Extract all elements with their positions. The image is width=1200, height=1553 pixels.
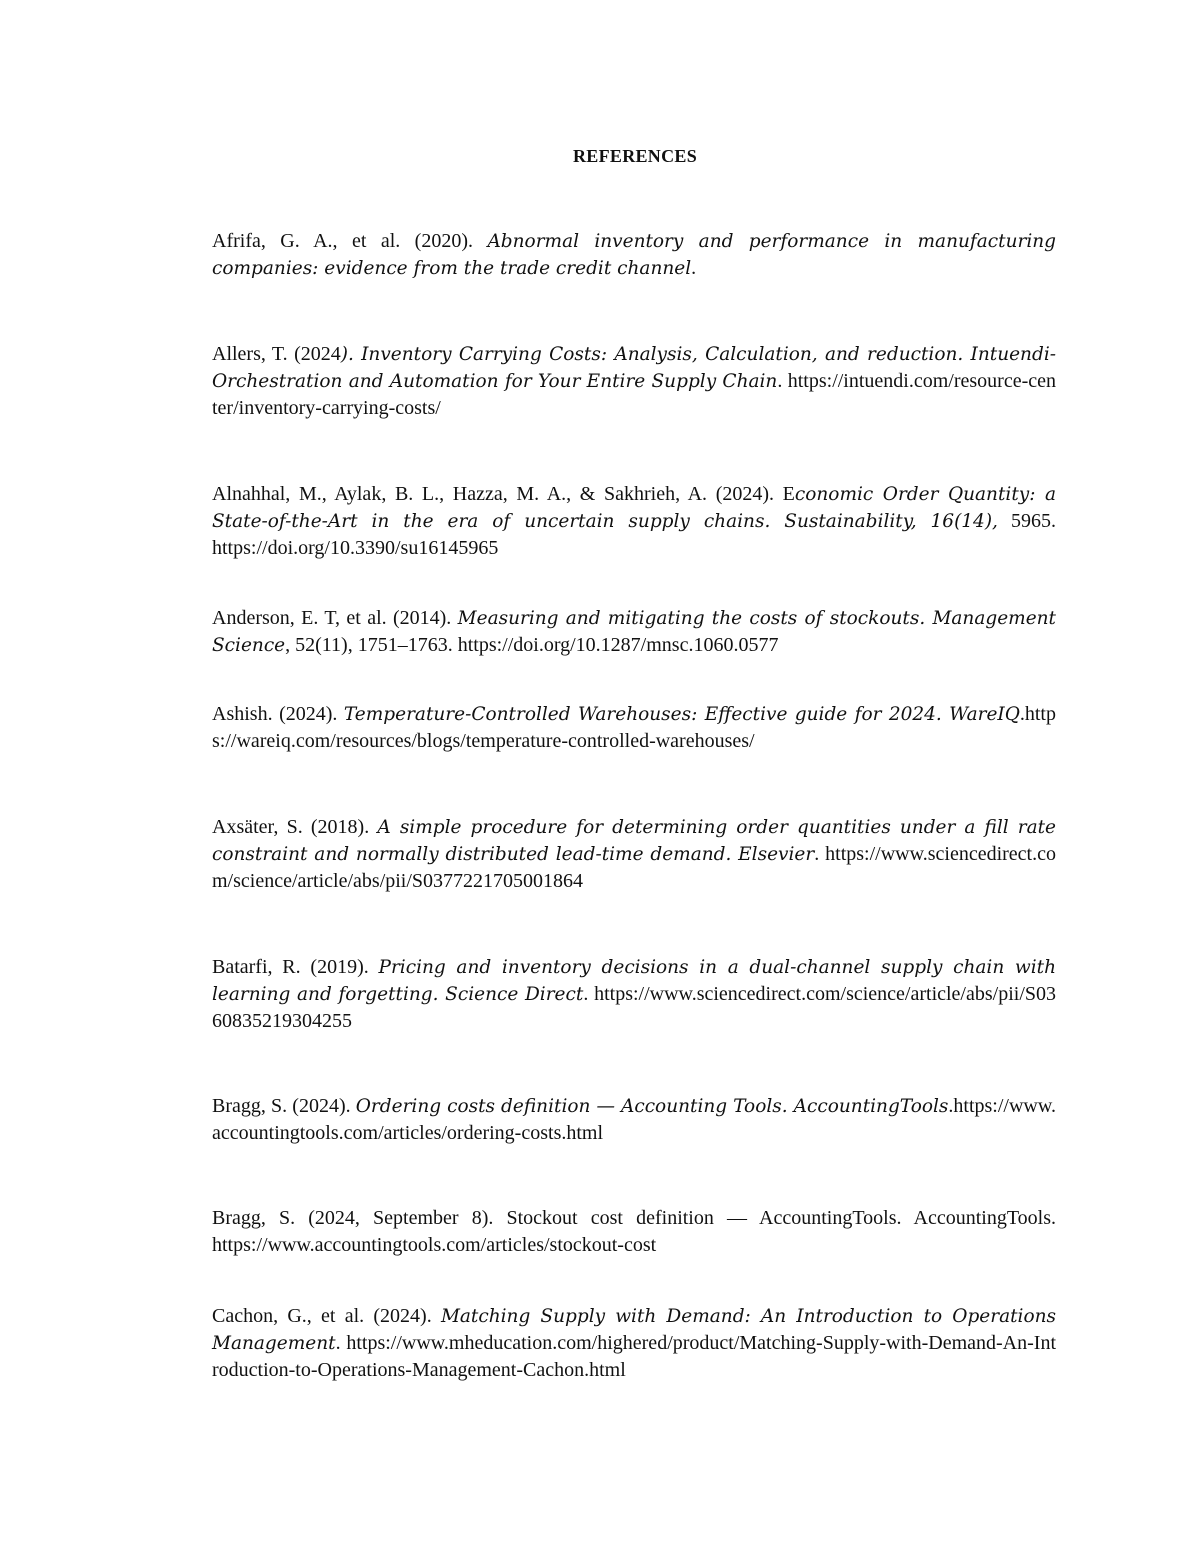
reference-title: Matching Supply with Demand: An Introduction to Operations Management xyxy=(212,1306,1057,1354)
reference-entry xyxy=(212,481,1056,562)
reference-title: Temperature-Controlled Warehouses: Effective guide for 2024. WareIQ xyxy=(343,704,1020,725)
reference-tail[interactable]: 5965. https://doi.org/10.3390/su16145965 xyxy=(212,510,1057,559)
reference-lead: Afrifa, G. A., et al. (2020). xyxy=(212,230,488,252)
reference-tail[interactable]: . https://www.sciencedirect.com/science/article/abs/pii/S0377221705001864 xyxy=(212,843,1056,892)
reference-tail[interactable]: .https://www.accountingtools.com/articles/ordering-costs.html xyxy=(212,1095,1057,1144)
reference-lead: Alnahhal, M., Aylak, B. L., Hazza, M. A., & Sakhrieh, A. (2024). E xyxy=(212,483,795,505)
reference-title: ). Inventory Carrying Costs: Analysis, Calculation, and reduction. Intuendi- Orchestration and Automation for Your Entire Supply Chain xyxy=(212,344,1056,392)
reference-lead: Bragg, S. (2024). xyxy=(212,1095,356,1117)
reference-lead: Anderson, E. T, et al. (2014). xyxy=(212,607,458,629)
reference-lead[interactable]: Bragg, S. (2024, September 8). Stockout cost definition — AccountingTools. AccountingTools. https://www.accountingtools.com/articles/stockout-cost xyxy=(212,1207,1056,1256)
reference-entry xyxy=(212,814,1056,895)
reference-title: Pricing and inventory decisions in a dual-channel supply chain with learning and forgetting. Science Direct xyxy=(212,957,1056,1005)
reference-tail[interactable]: , 52(11), 1751–1763. https://doi.org/10.1287/mnsc.1060.0577 xyxy=(285,634,779,656)
reference-lead: Cachon, G., et al. (2024). xyxy=(212,1305,441,1327)
reference-entry xyxy=(212,1093,1056,1147)
reference-entry xyxy=(212,605,1056,659)
reference-entry xyxy=(212,1205,1056,1259)
reference-entry xyxy=(212,954,1056,1035)
reference-title: A simple procedure for determining order quantities under a fill rate constraint and normally distributed lead-time demand. Elsevier xyxy=(212,817,1056,865)
reference-title: Abnormal inventory and performance in manufacturing companies: evidence from the trade credit channel xyxy=(212,231,1056,279)
reference-lead: Ashish. (2024). xyxy=(212,703,344,725)
page-title: REFERENCES xyxy=(572,146,698,166)
reference-title: conomic Order Quantity: a State-of-the-Art in the era of uncertain supply chains. Sustainability, 16(14), xyxy=(212,484,1056,532)
reference-entry xyxy=(212,341,1056,422)
reference-entry xyxy=(212,701,1056,755)
reference-title: Measuring and mitigating the costs of stockouts. Management Science xyxy=(212,608,1056,656)
reference-tail[interactable]: . https://www.sciencedirect.com/science/article/abs/pii/S0360835219304255 xyxy=(212,983,1056,1032)
reference-lead: Allers, T. (2024 xyxy=(212,343,341,365)
reference-entry xyxy=(212,1303,1056,1384)
reference-tail[interactable]: . https://intuendi.com/resource-center/inventory-carrying-costs/ xyxy=(212,370,1056,419)
reference-tail: . xyxy=(691,257,697,279)
reference-lead: Batarfi, R. (2019). xyxy=(212,956,379,978)
reference-lead: Axsäter, S. (2018). xyxy=(212,816,378,838)
reference-tail[interactable]: . https://www.mheducation.com/highered/product/Matching-Supply-with-Demand-An-Introduction-to-Operations-Management-Cachon.html xyxy=(212,1332,1056,1381)
reference-title: Ordering costs definition — Accounting Tools. AccountingTools xyxy=(355,1096,949,1117)
reference-entry xyxy=(212,228,1056,282)
reference-tail[interactable]: .https://wareiq.com/resources/blogs/temperature-controlled-warehouses/ xyxy=(212,703,1056,752)
